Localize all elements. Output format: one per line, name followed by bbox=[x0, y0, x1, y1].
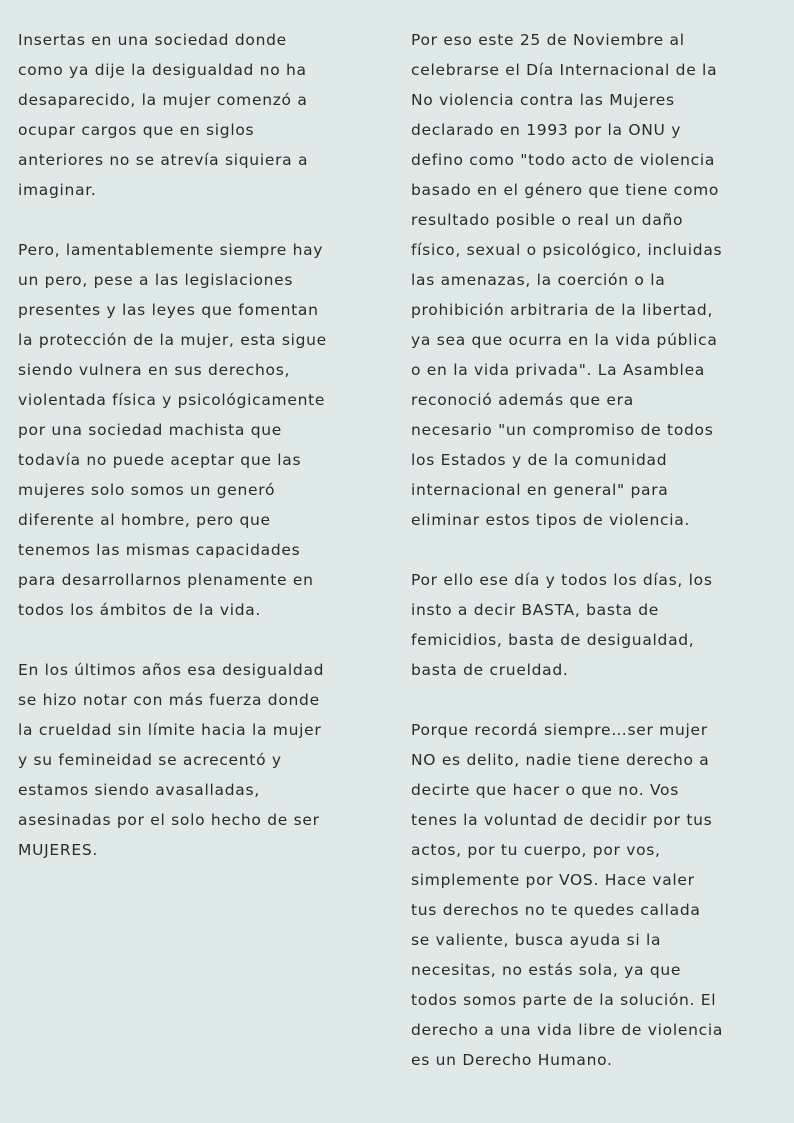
right-column bbox=[411, 25, 741, 1105]
paragraph: Por eso este 25 de Noviembre al celebrarse el Día Internacional de la No violencia contra las Mujeres declarado en 1993 por la ONU y defino como "todo acto de violencia basado en el género que tiene como resultado posible o real un daño físico, sexual o psicológico, incluidas las amenazas, la coerción o la prohibición arbitraria de la libertad, ya sea que ocurra en la vida pública o en la vida privada". La Asamblea reconoció además que era necesario "un compromiso de todos los Estados y de la comunidad internacional en general" para eliminar estos tipos de violencia. bbox=[411, 31, 723, 529]
left-column bbox=[18, 25, 348, 895]
paragraph: Insertas en una sociedad donde como ya dije la desigualdad no ha desaparecido, la mujer comenzó a ocupar cargos que en siglos anteriores no se atrevía siquiera a imaginar. bbox=[18, 31, 309, 199]
paragraph: Pero, lamentablemente siempre hay un pero, pese a las legislaciones presentes y las leyes que fomentan la protección de la mujer, esta sigue siendo vulnera en sus derechos, violentada física y psicológicamente por una sociedad machista que todavía no puede aceptar que las mujeres solo somos un generó diferente al hombre, pero que tenemos las mismas capacidades para desarrollarnos plenamente en todos los ámbitos de la vida. bbox=[18, 241, 327, 619]
paragraph: Porque recordá siempre…ser mujer NO es delito, nadie tiene derecho a decirte que hacer o que no. Vos tenes la voluntad de decidir por tus actos, por tu cuerpo, por vos, simplemente por VOS. Hace valer tus derechos no te quedes callada se valiente, busca ayuda si la necesitas, no estás sola, ya que todos somos parte de la solución. El derecho a una vida libre de violencia es un Derecho Humano. bbox=[411, 721, 724, 1069]
paragraph: Por ello ese día y todos los días, los insto a decir BASTA, basta de femicidios, basta de desigualdad, basta de crueldad. bbox=[411, 571, 713, 679]
paragraph: En los últimos años esa desigualdad se hizo notar con más fuerza donde la crueldad sin límite hacia la mujer y su femineidad se acrecentó y estamos siendo avasalladas, asesinadas por el solo hecho de ser MUJERES. bbox=[18, 661, 325, 859]
